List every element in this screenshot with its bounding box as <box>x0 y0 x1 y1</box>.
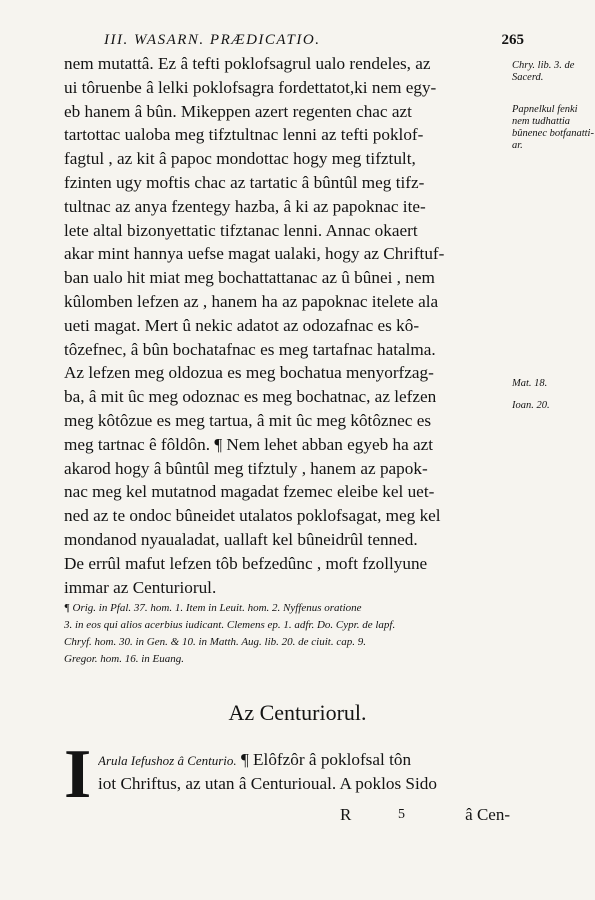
text-line: nem mutattâ. Ez â tefti poklofsagrul ualo rendeles, az <box>64 54 431 73</box>
catchword: â Cen- <box>465 805 510 824</box>
text-line: tultnac az anya fzentegy hazba, â ki az papoknac ite- <box>64 196 426 216</box>
text-line: ueti magat. Mert û nekic adatot az odozafnac es kô- <box>64 315 420 335</box>
text-line: ned az te ondoc bûneidet utalatos poklofsagat, meg kel <box>64 506 441 526</box>
text-line: kûlomben lefzen az , hanem ha az papoknac itelete ala <box>64 291 439 311</box>
section-title: Az Centuriorul. <box>228 700 367 725</box>
text-line: akarod hogy â bûntûl meg tifztuly , hanem az papok- <box>64 458 428 478</box>
footnote-line: ¶ Orig. in Pfal. 37. hom. 1. Item in Leuit. hom. 2. Nyffenus oratione <box>64 602 362 614</box>
running-header <box>104 32 524 49</box>
section-lead-rest: ¶ Elôfzôr â poklofsal tôn <box>236 750 412 769</box>
text-line: tôzefnec, â bûn bochatafnac es meg tartafnac hatalma. <box>64 339 436 359</box>
text-line: meg kôtôzue es meg tartua, â mit ûc meg kôtôznec es <box>64 410 432 430</box>
text-line: De errûl mafut lefzen tôb befzedûnc , moft fzollyune <box>64 553 428 573</box>
main-text-block <box>64 52 508 599</box>
section-text-line <box>98 772 503 796</box>
text-line: meg tartnac ê fôldôn. ¶ Nem lehet abban egyeb ha azt <box>64 434 434 454</box>
page-number: 265 <box>501 32 524 48</box>
text-line: tartottac ualoba meg tifztultnac lenni az tefti poklof- <box>64 125 424 145</box>
text-line: lete altal bizonyettatic tifztanac lenni. Annac okaert <box>64 220 418 240</box>
signature-number: 5 <box>398 807 405 822</box>
text-line: ban ualo hit miat meg bochattattanac az û bûnei , nem <box>64 268 435 288</box>
text-line: fagtul , az kit â papoc mondottac hogy meg tifztult, <box>64 149 416 169</box>
drop-cap-initial: I <box>64 736 92 813</box>
margin-note-john: Ioan. 20. <box>512 400 550 411</box>
footnotes <box>64 600 504 668</box>
section-line-rest: iot Chriftus, az utan â Centurioual. A poklos Sido <box>98 774 437 793</box>
footnote-line: Gregor. hom. 16. in Euang. <box>64 653 184 665</box>
text-line: fzinten ugy moftis chac az tartatic â bûntûl meg tifz- <box>64 172 425 192</box>
footnote-line: 3. in eos qui alios acerbius iudicant. Clemens ep. 1. adfr. Do. Cypr. de lapf. <box>64 619 396 631</box>
text-line: eb hanem â bûn. Mikeppen azert regenten chac azt <box>64 101 412 121</box>
section-text-block <box>98 748 503 796</box>
text-line: ui tôruenbe â lelki poklofsagra fordettatot,ki nem egy- <box>64 77 437 97</box>
text-line: immar az Centuriorul. <box>64 577 217 597</box>
text-line: nac meg kel mutatnod magadat fzemec eleibe kel uet- <box>64 482 435 502</box>
running-title: III. WASARN. PRÆDICATIO. <box>104 32 321 48</box>
margin-note-chrysostom: Chry. lib. 3. de Sacerd. <box>512 60 575 83</box>
margin-note-matthew: Mat. 18. <box>512 378 548 389</box>
text-line: ba, â mit ûc meg odoznac es meg bochatnac, az lefzen <box>64 387 437 407</box>
text-line: akar mint hannya uefse magat ualaki, hogy az Chriftuf- <box>64 244 445 264</box>
page-footer <box>340 805 510 829</box>
section-lead-italic: Arula Iefushoz â Centurio. <box>98 753 237 768</box>
footnote-line: Chryf. hom. 30. in Gen. & 10. in Matth. Aug. lib. 20. de ciuit. cap. 9. <box>64 636 366 648</box>
section-text-line <box>98 748 503 772</box>
margin-note-papnelkul: Papnelkul fenki nem tudhattia bûnenec botfanatti-ar. <box>512 104 594 151</box>
text-line: mondanod nyaualadat, uallaft kel bûneidrûl tenned. <box>64 529 418 549</box>
signature-mark: R <box>340 805 352 824</box>
text-line: Az lefzen meg oldozua es meg bochatua menyorfzag- <box>64 363 434 383</box>
